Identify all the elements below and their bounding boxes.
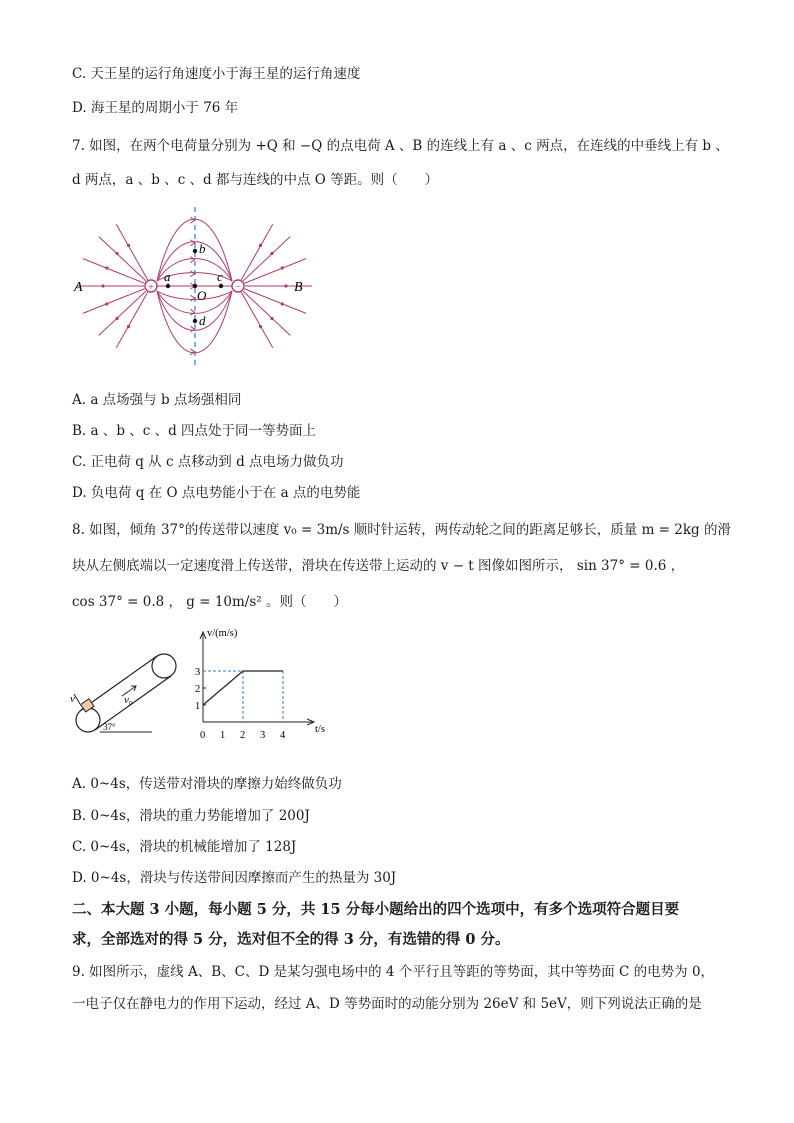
belt-label-v0: v₀ xyxy=(124,694,133,706)
x-tick-label-2: 2 xyxy=(240,730,246,741)
field-arrow-left-4 xyxy=(105,302,108,305)
y-tick-label-2: 2 xyxy=(195,684,201,695)
x-tick-label-4: 4 xyxy=(280,730,286,741)
minus-sign: − xyxy=(234,281,242,293)
field-arrow-right-5 xyxy=(270,317,273,320)
field-arrow-arch-5 xyxy=(191,295,195,301)
point-a xyxy=(166,284,170,288)
field-arrow-left-1 xyxy=(105,266,108,269)
label-b: b xyxy=(199,241,206,256)
q7-option-d: D. 负电荷 q 在 O 点电势能小于在 a 点的电势能 xyxy=(72,485,361,501)
label-O: O xyxy=(197,288,207,303)
q8-stem-line3: cos 37° = 0.8 ， g = 10m/s² 。则（ ） xyxy=(72,594,347,610)
label-a: a xyxy=(164,269,171,284)
q8-option-b: B. 0~4s，滑块的重力势能增加了 200J xyxy=(72,808,310,824)
q7-stem-line1: 7. 如图，在两个电荷量分别为 +Q 和 −Q 的点电荷 A 、B 的连线上有 a 、c 两点，在连线的中垂线上有 b 、 xyxy=(72,138,729,154)
belt-angle-label: 37° xyxy=(103,722,116,732)
field-arrow-right-3 xyxy=(259,244,262,247)
field-arrow-right-2 xyxy=(270,252,273,255)
belt-label-v: v xyxy=(70,693,75,705)
field-arrow-left-6 xyxy=(127,325,130,328)
graph-xlabel: t/s xyxy=(315,724,325,735)
q7-option-c: C. 正电荷 q 从 c 点移动到 d 点电场力做负功 xyxy=(72,454,344,470)
label-d: d xyxy=(199,313,206,328)
x-tick-label-3: 3 xyxy=(260,730,266,741)
label-c: c xyxy=(217,269,223,284)
field-arrow-left-2 xyxy=(115,252,118,255)
field-arrow-arch-6 xyxy=(191,309,195,315)
field-arrow-arch-7 xyxy=(191,326,195,332)
field-arrow-arch-1 xyxy=(191,240,195,246)
q8-option-a: A. 0~4s，传送带对滑块的摩擦力始终做负功 xyxy=(72,776,342,792)
point-d xyxy=(193,319,197,323)
section2-title-line2: 求，全部选对的得 5 分，选对但不全的得 3 分，有选错的得 0 分。 xyxy=(72,931,510,948)
plus-sign: + xyxy=(147,281,155,293)
field-line-left-3 xyxy=(116,224,147,280)
graph-ylabel: v/(m/s) xyxy=(207,628,238,639)
field-arrow-arch-3 xyxy=(191,271,195,277)
field-arrow-left-3 xyxy=(127,244,130,247)
field-line-left-6 xyxy=(116,292,147,348)
x-tick-label-0: 0 xyxy=(200,730,206,741)
block-velocity-arrow xyxy=(74,694,80,704)
q8-option-c: C. 0~4s，滑块的机械能增加了 128J xyxy=(72,839,297,855)
field-arrow-left-5 xyxy=(115,317,118,320)
q8-stem-line2: 块从左侧底端以一定速度滑上传送带，滑块在传送带上运动的 v − t 图像如图所示， sin 37° = 0.6 ， xyxy=(72,558,685,574)
q6-option-d: D. 海王星的周期小于 76 年 xyxy=(72,100,239,116)
field-arrow-right-1 xyxy=(281,266,284,269)
q8-belt-figure xyxy=(70,650,190,740)
point-b xyxy=(193,249,197,253)
label-A: A xyxy=(74,280,83,295)
point-c xyxy=(219,284,223,288)
q9-stem-line1: 9. 如图所示，虚线 A、B、C、D 是某匀强电场中的 4 个平行且等距的等势面，其中等势面 C 的电势为 0， xyxy=(72,964,715,980)
field-arrow-right-4 xyxy=(281,302,284,305)
field-arrow-arch-8 xyxy=(191,349,195,355)
field-line-right-6 xyxy=(241,292,272,348)
field-line-right-3 xyxy=(241,224,272,280)
field-arrow-right-0 xyxy=(284,284,287,287)
q7-field-figure xyxy=(68,203,328,373)
q8-option-d: D. 0~4s，滑块与传送带间因摩擦而产生的热量为 30J xyxy=(72,870,397,886)
q8-vt-graph xyxy=(195,622,335,747)
q6-option-c: C. 天王星的运行角速度小于海王星的运行角速度 xyxy=(72,66,361,82)
field-arrow-arch-0 xyxy=(191,217,195,223)
y-tick-label-1: 1 xyxy=(195,701,201,712)
y-tick-label-3: 3 xyxy=(195,667,201,678)
label-B: B xyxy=(294,280,303,295)
q8-stem-line1: 8. 如图，倾角 37°的传送带以速度 v₀ = 3m/s 顺时针运转，两传动轮之间的距离足够长，质量 m = 2kg 的滑 xyxy=(72,522,731,538)
field-arrow-right-6 xyxy=(259,325,262,328)
belt-top xyxy=(81,656,157,710)
field-arrow-arch-2 xyxy=(191,257,195,263)
q9-stem-line2: 一电子仅在静电力的作用下运动，经过 A、D 等势面时的动能分别为 26eV 和 5eV，则下列说法正确的是 xyxy=(72,996,702,1012)
section2-title-line1: 二、本大题 3 小题，每小题 5 分，共 15 分每小题给出的四个选项中，有多个选项符合题目要 xyxy=(72,901,680,918)
q7-option-b: B. a 、b 、c 、d 四点处于同一等势面上 xyxy=(72,423,317,439)
x-tick-label-1: 1 xyxy=(220,730,226,741)
field-arrow-left-0 xyxy=(101,284,104,287)
q7-option-a: A. a 点场强与 b 点场强相同 xyxy=(72,392,242,408)
q7-stem-line2: d 两点，a 、b 、c 、d 都与连线的中点 O 等距。则（ ） xyxy=(72,172,439,188)
